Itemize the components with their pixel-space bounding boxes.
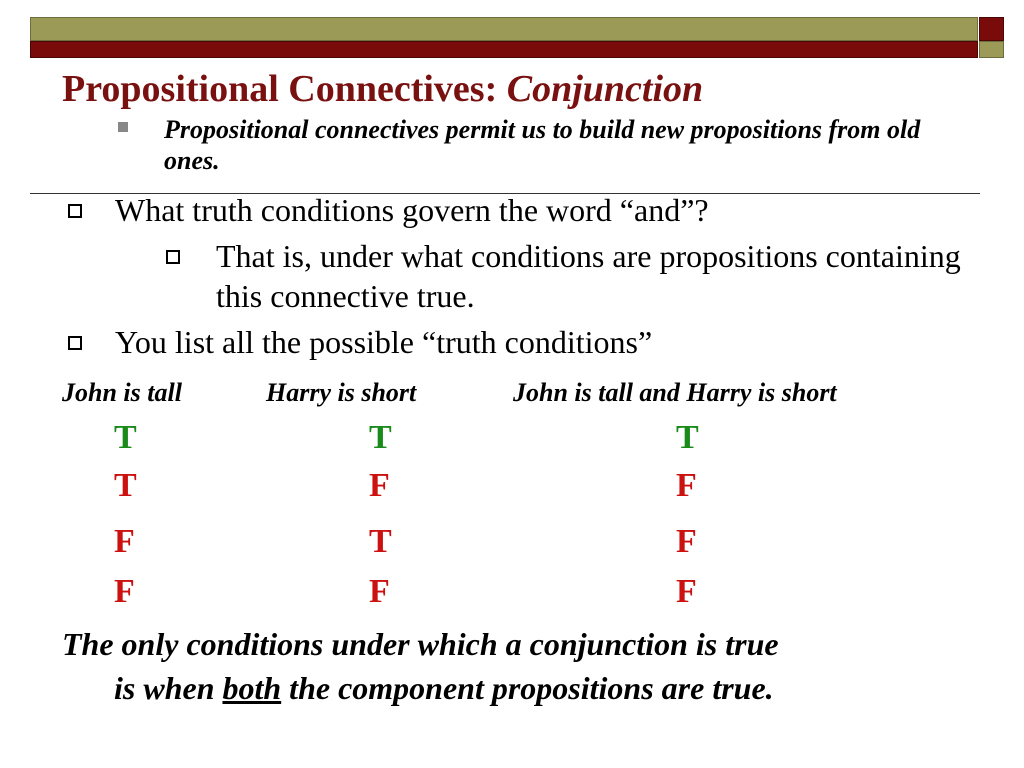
sub-bullet-item: That is, under what conditions are propositions containing this connective true.: [216, 238, 961, 314]
header-bar-maroon: [30, 41, 978, 58]
conclusion-line-2-pre: is when: [114, 670, 223, 706]
table-cell: F: [676, 523, 697, 560]
table-cell: F: [369, 573, 390, 610]
slide-title: [62, 66, 703, 112]
table-cell: F: [114, 523, 135, 560]
table-cell: T: [369, 523, 392, 560]
hollow-square-bullet-icon: [68, 204, 82, 218]
bullet-item: You list all the possible “truth conditions”: [115, 324, 653, 360]
header-bar-olive: [30, 17, 978, 41]
square-bullet-icon: [118, 122, 128, 132]
table-header-harry-is-short: Harry is short: [266, 378, 417, 407]
hollow-square-bullet-icon: [166, 250, 180, 264]
conclusion-line-2: [62, 666, 982, 710]
header-square-maroon: [979, 17, 1004, 41]
table-cell: T: [369, 419, 392, 456]
conclusion-line-1: The only conditions under which a conjunction is true: [62, 626, 779, 662]
conclusion-line-2-post: the component propositions are true.: [281, 670, 774, 706]
conclusion-text: [62, 622, 982, 710]
table-header-conjunction: John is tall and Harry is short: [513, 378, 837, 407]
slide-subtitle: Propositional connectives permit us to build new propositions from old ones.: [164, 115, 921, 175]
table-cell: T: [676, 419, 699, 456]
table-header-john-is-tall: John is tall: [62, 378, 182, 407]
table-cell: T: [114, 419, 137, 456]
table-cell: F: [676, 467, 697, 504]
slide-title-italic: Conjunction: [506, 68, 704, 110]
slide-title-main: Propositional Connectives:: [62, 68, 507, 110]
header-square-olive: [979, 41, 1004, 58]
table-cell: F: [369, 467, 390, 504]
conclusion-emphasis: both: [222, 670, 282, 706]
hollow-square-bullet-icon: [68, 336, 82, 350]
table-cell: F: [676, 573, 697, 610]
table-cell: T: [114, 467, 137, 504]
bullet-item: What truth conditions govern the word “and”?: [115, 192, 709, 228]
table-cell: F: [114, 573, 135, 610]
